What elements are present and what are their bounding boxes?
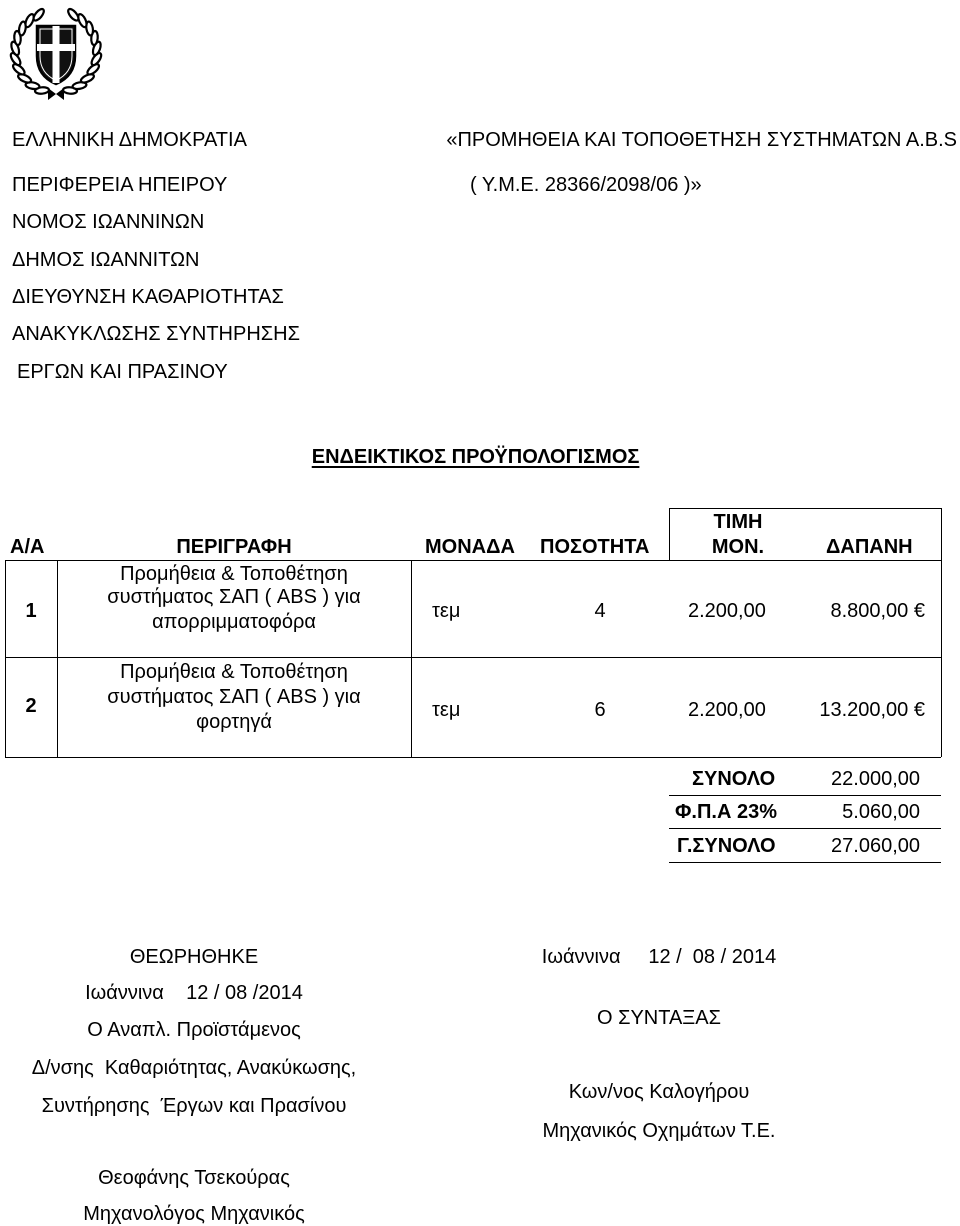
table-rule-price-left <box>669 508 670 560</box>
wreath-ribbon <box>48 88 64 100</box>
table-rule-header-bottom <box>5 560 941 561</box>
page-title-text: ΕΝΔΕΙΚΤΙΚΟΣ ΠΡΟΫΠΟΛΟΓΙΣΜΟΣ <box>311 446 640 468</box>
row-1-currency: € <box>913 600 925 622</box>
author-place-date: Ιωάννινα 12 / 08 / 2014 <box>541 946 777 968</box>
grand-total-label: Γ.ΣΥΝΟΛΟ <box>677 835 776 857</box>
row-1-unit: τεμ <box>432 600 461 622</box>
grand-total-value: 27.060,00 <box>831 835 920 857</box>
approval-place-date: Ιωάννινα 12 / 08 /2014 <box>85 982 303 1004</box>
row-2-cost-value: 13.200,00 <box>819 699 909 721</box>
row-1-cost-value: 8.800,00 <box>830 600 909 622</box>
col-header-cost: ΔΑΠΑΝΗ <box>826 536 913 558</box>
header-line-region: ΠΕΡΙΦΕΡΕΙΑ ΗΠΕΙΡΟΥ <box>12 174 228 196</box>
shield-cross-vertical <box>53 26 60 83</box>
row-2-cost <box>819 700 925 720</box>
col-header-unit-price-line2: ΜΟΝ. <box>711 536 765 558</box>
table-rule-top-price <box>669 508 941 509</box>
col-header-unit: ΜΟΝΑΔΑ <box>425 536 515 558</box>
row-1-quantity: 4 <box>594 600 606 622</box>
approval-role: Ο Αναπλ. Προϊστάμενος <box>87 1019 301 1041</box>
approval-name: Θεοφάνης Τσεκούρας <box>98 1167 290 1189</box>
row-1-description-line3: απορριμματοφόρα <box>152 611 316 633</box>
project-reference: ( Υ.Μ.Ε. 28366/2098/06 )» <box>470 174 702 196</box>
col-header-quantity: ΠΟΣΟΤΗΤΑ <box>540 536 650 558</box>
row-2-unit-price: 2.200,00 <box>688 699 766 721</box>
header-line-municipality: ΔΗΜΟΣ ΙΩΑΝΝΙΤΩΝ <box>12 249 200 271</box>
shield-cross-horizontal <box>37 44 75 51</box>
row-2-currency: € <box>913 699 925 721</box>
row-2-quantity: 6 <box>594 699 606 721</box>
row-1-aa: 1 <box>25 600 37 622</box>
author-title: Μηχανικός Οχημάτων Τ.Ε. <box>542 1120 776 1142</box>
total-label: ΣΥΝΟΛΟ <box>692 768 776 790</box>
row-1-description-line1: Προμήθεια & Τοποθέτηση <box>120 563 348 585</box>
vat-label: Φ.Π.Α 23% <box>675 801 778 823</box>
col-header-description: ΠΕΡΙΓΡΑΦΗ <box>176 536 292 558</box>
header-line-directorate: ΔΙΕΥΘΥΝΣΗ ΚΑΘΑΡΙΟΤΗΤΑΣ <box>12 286 284 308</box>
author-role: Ο ΣΥΝΤΑΞΑΣ <box>596 1007 722 1029</box>
table-rule-row-separator <box>5 657 941 658</box>
table-rule-right <box>941 508 942 757</box>
vat-value: 5.060,00 <box>842 801 920 823</box>
col-header-unit-price-line1: ΤΙΜΗ <box>713 511 763 533</box>
approval-title: Μηχανολόγος Μηχανικός <box>83 1203 305 1225</box>
row-2-unit: τεμ <box>432 699 461 721</box>
col-header-aa: Α/Α <box>10 536 45 558</box>
header-line-directorate-3: ΕΡΓΩΝ ΚΑΙ ΠΡΑΣΙΝΟΥ <box>17 361 228 383</box>
greek-coat-of-arms-icon <box>6 2 106 102</box>
row-2-description-line2: συστήματος ΣΑΠ ( ABS ) για <box>107 686 361 708</box>
approval-heading: ΘΕΩΡΗΘΗΚΕ <box>129 946 259 968</box>
totals-rule-3 <box>669 862 941 863</box>
project-title: «ΠΡΟΜΗΘΕΙΑ ΚΑΙ ΤΟΠΟΘΕΤΗΣΗ ΣΥΣΤΗΜΑΤΩΝ Α.Β.S <box>446 129 957 151</box>
table-rule-bottom <box>5 757 941 758</box>
header-line-directorate-2: ΑΝΑΚΥΚΛΩΣΗΣ ΣΥΝΤΗΡΗΣΗΣ <box>12 323 300 345</box>
row-2-aa: 2 <box>25 695 37 717</box>
laurel-leaf <box>32 7 46 22</box>
approval-department-line1: Δ/νσης Καθαριότητας, Ανακύκωσης, <box>31 1057 357 1079</box>
approval-department-line2: Συντήρησης Έργων και Πρασίνου <box>41 1095 347 1117</box>
laurel-leaf <box>66 7 80 22</box>
total-value: 22.000,00 <box>831 768 920 790</box>
row-2-description-line3: φορτηγά <box>196 711 272 733</box>
row-1-cost <box>830 601 925 621</box>
table-rule-left <box>5 560 6 757</box>
row-1-description-line2: συστήματος ΣΑΠ ( ABS ) για <box>107 586 361 608</box>
totals-rule-2 <box>669 828 941 829</box>
header-line-country: ΕΛΛΗΝΙΚΗ ΔΗΜΟΚΡΑΤΙΑ <box>12 129 247 151</box>
author-name: Κων/νος Καλογήρου <box>568 1081 750 1103</box>
page-title <box>170 427 770 467</box>
totals-rule-1 <box>669 795 941 796</box>
table-rule-desc-col <box>411 560 412 757</box>
row-2-description-line1: Προμήθεια & Τοποθέτηση <box>120 661 348 683</box>
header-line-prefecture: ΝΟΜΟΣ ΙΩΑΝΝΙΝΩΝ <box>12 211 205 233</box>
row-1-unit-price: 2.200,00 <box>688 600 766 622</box>
